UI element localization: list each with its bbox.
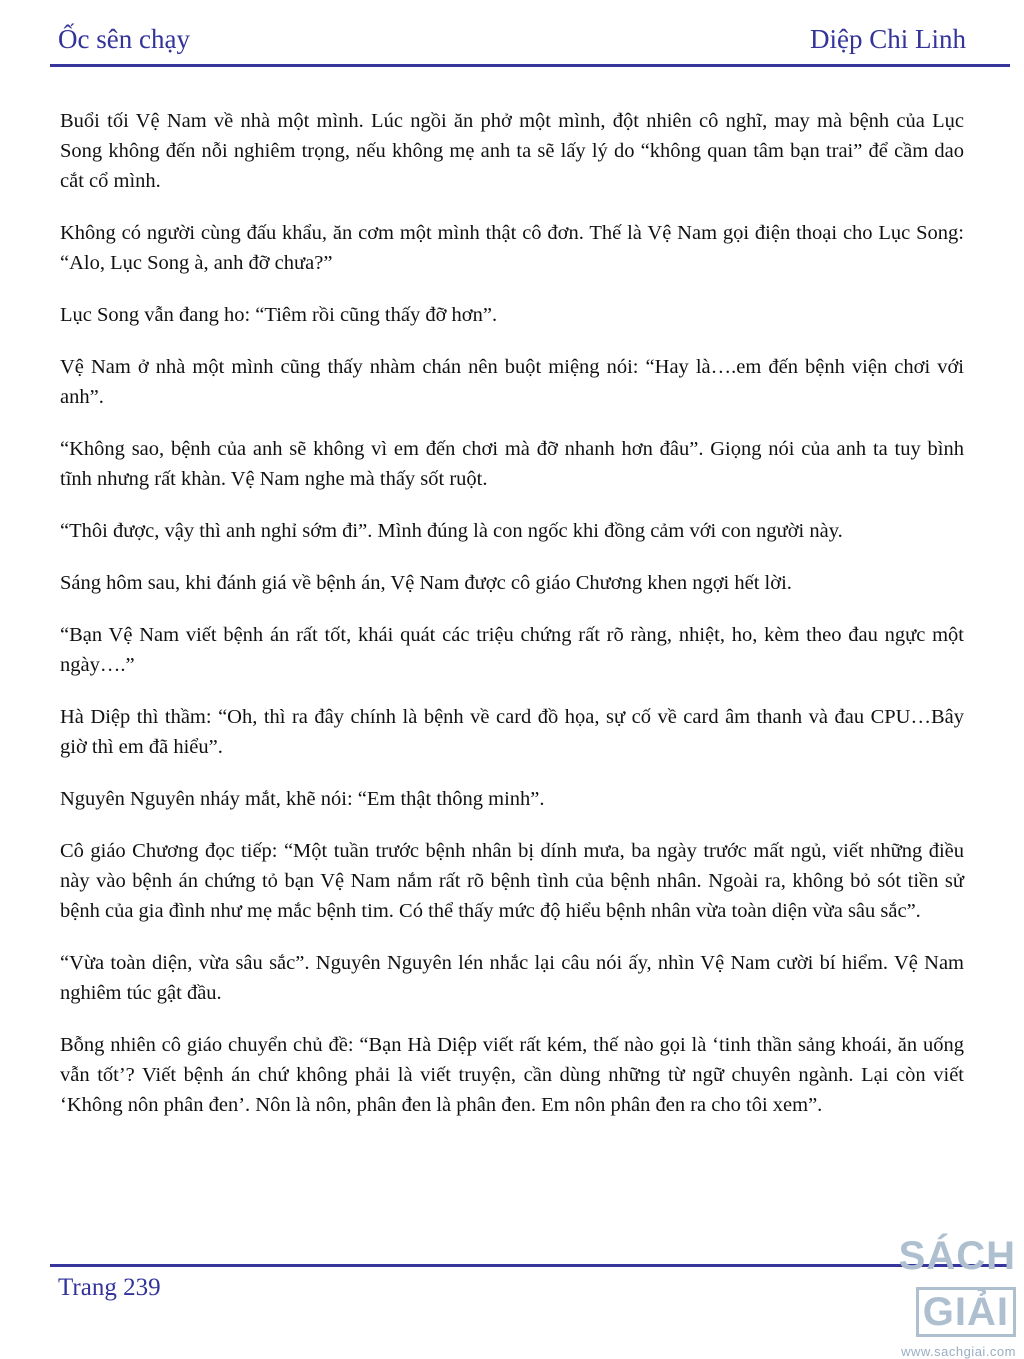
- paragraph: Bỗng nhiên cô giáo chuyển chủ đề: “Bạn Hà Diệp viết rất kém, thế nào gọi là ‘tinh thần sảng khoái, ăn uống vẫn tốt’? Viết bệnh án chứ không phải là viết truyện, cần dùng những từ ngữ chuyên ngành. Lại còn viết ‘Không nôn phân đen’. Nôn là nôn, phân đen là phân đen. Em nôn phân đen ra cho tôi xem”.: [60, 1034, 964, 1116]
- paragraph: Sáng hôm sau, khi đánh giá về bệnh án, Vệ Nam được cô giáo Chương khen ngợi hết lời.: [60, 572, 792, 594]
- page-number: Trang 239: [58, 1274, 161, 1301]
- paragraph: Cô giáo Chương đọc tiếp: “Một tuần trước bệnh nhân bị dính mưa, ba ngày trước mất ngủ, viết những điều này vào bệnh án chứng tỏ bạn Vệ Nam nắm rất rõ bệnh tình của bệnh nhân. Ngoài ra, không bỏ sót tiền sử bệnh của gia đình như mẹ mắc bệnh tim. Có thể thấy mức độ hiểu bệnh nhân vừa toàn diện vừa sâu sắc”.: [60, 840, 964, 922]
- paragraph: “Vừa toàn diện, vừa sâu sắc”. Nguyên Nguyên lén nhắc lại câu nói ấy, nhìn Vệ Nam cười bí hiểm. Vệ Nam nghiêm túc gật đầu.: [60, 952, 964, 1004]
- watermark-url: www.sachgiai.com: [901, 1344, 1016, 1359]
- paragraph: “Bạn Vệ Nam viết bệnh án rất tốt, khái quát các triệu chứng rất rõ ràng, nhiệt, ho, kèm theo đau ngực một ngày….”: [60, 624, 964, 676]
- paragraph: “Thôi được, vậy thì anh nghỉ sớm đi”. Mình đúng là con ngốc khi đồng cảm với con người này.: [60, 520, 843, 542]
- paragraph: Không có người cùng đấu khẩu, ăn cơm một mình thật cô đơn. Thế là Vệ Nam gọi điện thoại cho Lục Song: “Alo, Lục Song à, anh đỡ chưa?”: [60, 222, 964, 274]
- book-title: Ốc sên chạy: [58, 24, 190, 54]
- paragraph: Buổi tối Vệ Nam về nhà một mình. Lúc ngồi ăn phở một mình, đột nhiên cô nghĩ, may mà bệnh của Lục Song không đến nỗi nghiêm trọng, nếu không mẹ anh ta sẽ lấy lý do “không quan tâm bạn trai” để cầm dao cắt cổ mình.: [60, 110, 964, 192]
- watermark-logo-right: GIẢI: [916, 1287, 1016, 1337]
- sachgiai-watermark: [816, 1228, 1016, 1359]
- paragraph: Lục Song vẫn đang ho: “Tiêm rồi cũng thấy đỡ hơn”.: [60, 304, 498, 326]
- header-divider: [50, 64, 1010, 67]
- book-author: Diệp Chi Linh: [810, 24, 966, 54]
- paragraph: Nguyên Nguyên nháy mắt, khẽ nói: “Em thật thông minh”.: [60, 788, 545, 810]
- page-header: [58, 24, 966, 64]
- watermark-logo: [816, 1228, 1016, 1340]
- paragraph: “Không sao, bệnh của anh sẽ không vì em đến chơi mà đỡ nhanh hơn đâu”. Giọng nói của anh ta tuy bình tĩnh nhưng rất khàn. Vệ Nam nghe mà thấy sốt ruột.: [60, 438, 964, 490]
- watermark-logo-left: SÁCH: [898, 1234, 1016, 1278]
- page-body: [60, 106, 964, 1142]
- paragraph: Hà Diệp thì thầm: “Oh, thì ra đây chính là bệnh về card đồ họa, sự cố về card âm thanh và đau CPU…Bây giờ thì em đã hiểu”.: [60, 706, 964, 758]
- paragraph: Vệ Nam ở nhà một mình cũng thấy nhàm chán nên buột miệng nói: “Hay là….em đến bệnh viện chơi với anh”.: [60, 356, 964, 408]
